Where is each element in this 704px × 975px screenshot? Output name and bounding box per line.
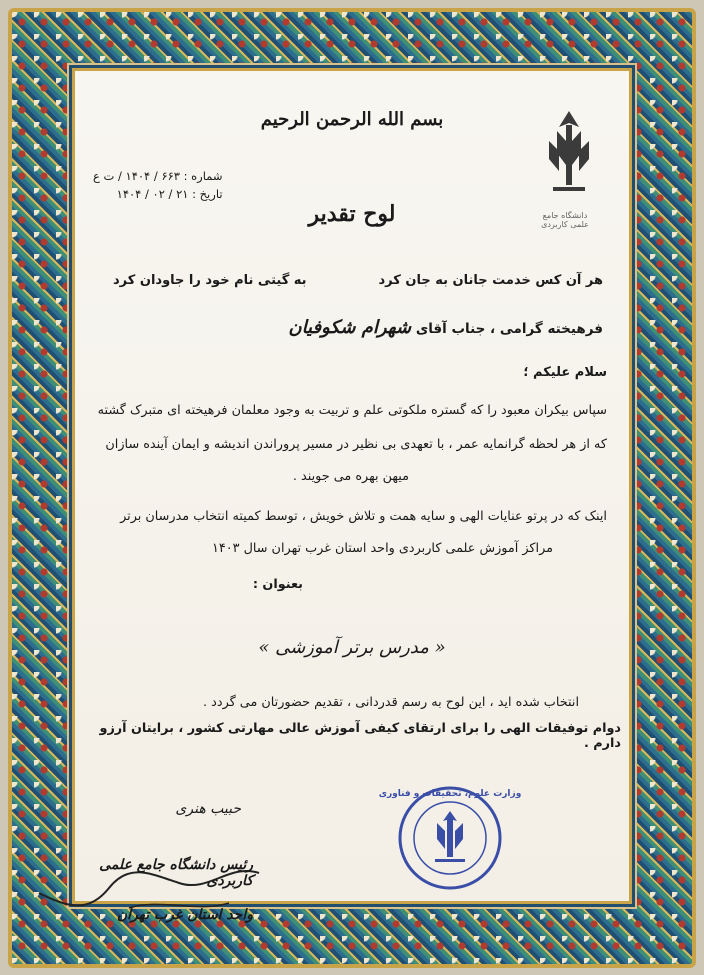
recipient-prefix: فرهیخته گرامی ، جناب آقای	[415, 321, 603, 337]
greeting: سلام علیکم ؛	[523, 365, 607, 380]
certificate-paper	[75, 71, 629, 923]
as-label: بعنوان :	[252, 577, 303, 592]
stamp-caption: وزارت علوم، تحقیقات و فناوری	[378, 789, 522, 799]
closing-line-2: دوام توفیقات الهی را برای ارتقای کیفی آموزش عالی مهارتی کشور ، برایتان آرزو دارم .	[99, 721, 621, 751]
closing-line-1: انتخاب شده اید ، این لوح به رسم قدردانی ، تقدیم حضورتان می گردد .	[203, 695, 579, 710]
document-date: تاریخ : ۲۱ / ۰۲ / ۱۴۰۴	[116, 187, 223, 201]
recipient-name: شهرام شکوفیان	[288, 317, 412, 338]
poem-line-left: به گیتی نام خود را جاودان کرد	[113, 273, 307, 288]
signer-title-2: واحد استان غرب تهران	[116, 907, 253, 923]
poem-line-right: هر آن کس خدمت جانان به جان کرد	[378, 273, 603, 288]
paragraph-2-line-2: مراکز آموزش علمی کاربردی واحد استان غرب تهران سال ۱۴۰۳	[212, 541, 553, 556]
basmala-heading: بسم الله الرحمن الرحیم	[260, 109, 444, 130]
paragraph-2-line-1: اینک که در پرتو عنایات الهی و سایه همت و تلاش خویش ، توسط کمیته انتخاب مدرسان برتر	[120, 509, 607, 524]
certificate-title: لوح تقدیر	[308, 201, 396, 227]
certificate-paper-border	[72, 68, 632, 923]
signer-name: حبیب هنری	[175, 801, 241, 817]
paragraph-1-line-3: میهن بهره می جویند .	[292, 469, 409, 484]
paragraph-1-line-2: که از هر لحظه گرانمایه عمر ، با تعهدی بی نظیر در مسیر پروراندن اندیشه و ایمان آینده سازان	[105, 437, 607, 452]
paragraph-1-line-1: سپاس بیکران معبود را که گستره ملکوتی علم و تربیت به وجود معلمان فرهیخته ای متبرک گشته	[97, 403, 607, 418]
decorative-frame	[8, 8, 696, 968]
document-meta	[93, 167, 223, 203]
recipient-line	[288, 317, 603, 338]
logo-caption: دانشگاه جامع علمی کاربردی	[541, 211, 589, 229]
ministry-stamp-icon	[395, 783, 505, 893]
signer-title-1: رئیس دانشگاه جامع علمی کاربردی	[99, 857, 253, 889]
university-logo-icon	[539, 105, 599, 205]
document-number: شماره : ۶۶۳ / ۱۴۰۴ / ت ع	[93, 169, 223, 183]
award-title: « مدرس برتر آموزشی »	[258, 637, 446, 658]
